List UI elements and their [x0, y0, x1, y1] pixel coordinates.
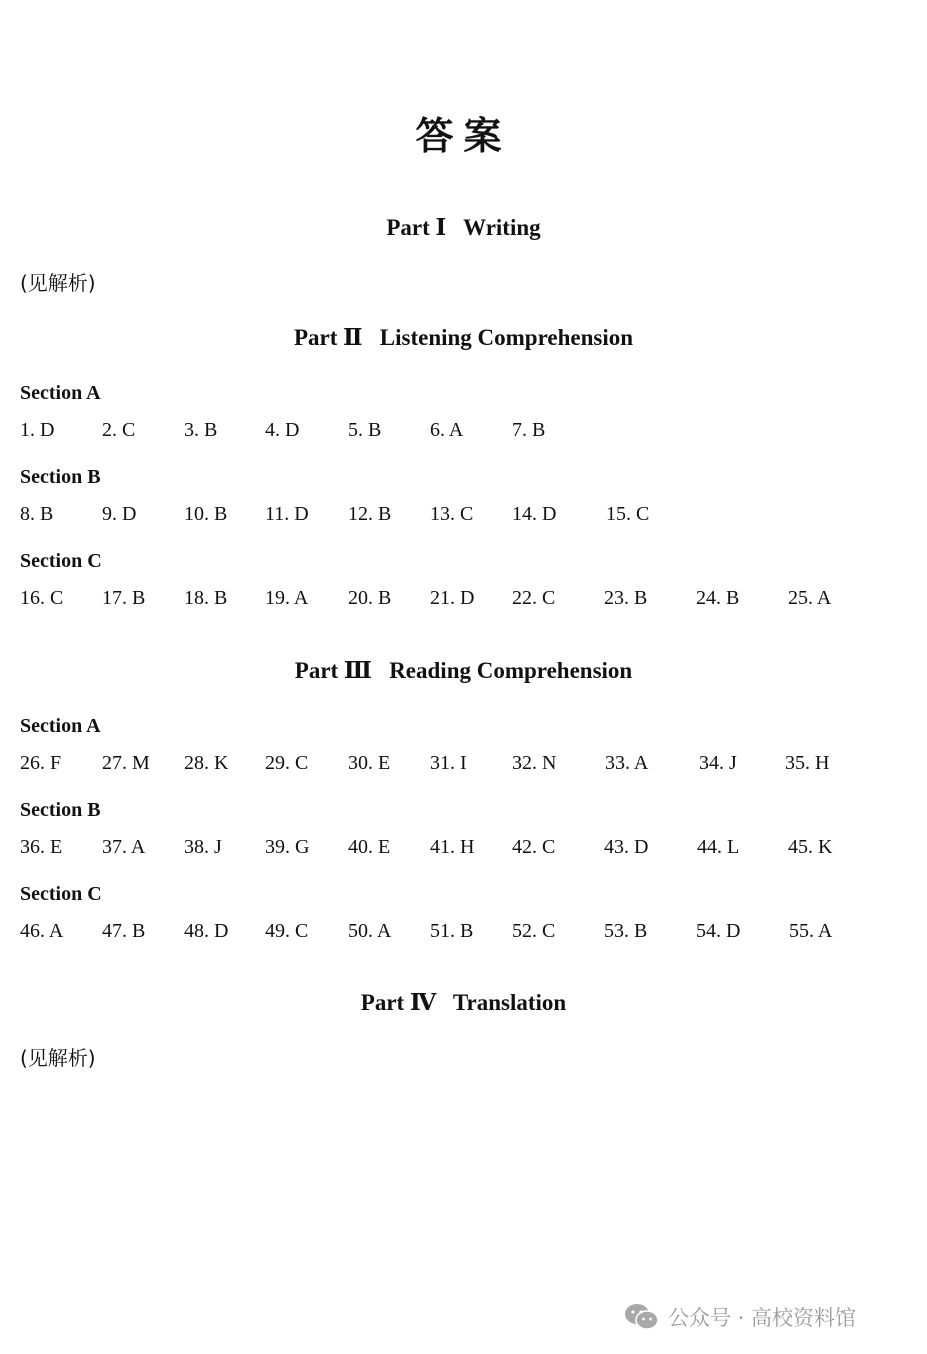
- answer-item: 49. C: [265, 920, 309, 942]
- answer-item: 30. E: [348, 752, 391, 774]
- answer-item: 35. H: [785, 752, 830, 774]
- answer-item: 54. D: [696, 920, 741, 942]
- answer-item: 21. D: [430, 587, 475, 609]
- answer-item: 47. B: [102, 920, 146, 942]
- answer-item: 6. A: [430, 419, 464, 441]
- answer-item: 42. C: [512, 836, 556, 858]
- answer-item: 24. B: [696, 587, 740, 609]
- answer-item: 13. C: [430, 503, 474, 525]
- answer-item: 3. B: [184, 419, 218, 441]
- answer-item: 7. B: [512, 419, 546, 441]
- answer-item: 19. A: [265, 587, 309, 609]
- answer-item: 14. D: [512, 503, 557, 525]
- answer-item: 40. E: [348, 836, 391, 858]
- answer-item: 43. D: [604, 836, 649, 858]
- answer-item: 26. F: [20, 752, 62, 774]
- answer-item: 51. B: [430, 920, 474, 942]
- part-1-heading: Part Ⅰ Writing: [386, 215, 541, 240]
- answer-item: 10. B: [184, 503, 228, 525]
- answer-item: 12. B: [348, 503, 392, 525]
- answer-item: 32. N: [512, 752, 557, 774]
- watermark-text: 公众号 · 高校资料馆: [668, 1306, 857, 1330]
- part-3-heading: Part Ⅲ Reading Comprehension: [294, 658, 633, 683]
- answer-item: 2. C: [102, 419, 136, 441]
- reading-section-b-label: Section B: [20, 799, 101, 821]
- answer-item: 52. C: [512, 920, 556, 942]
- answer-item: 5. B: [348, 419, 382, 441]
- answer-item: 48. D: [184, 920, 229, 942]
- reading-section-a-label: Section A: [20, 715, 101, 737]
- answer-item: 33. A: [605, 752, 649, 774]
- answer-item: 20. B: [348, 587, 392, 609]
- answer-item: 34. J: [699, 752, 737, 774]
- answer-item: 8. B: [20, 503, 54, 525]
- answer-item: 38. J: [184, 836, 222, 858]
- answer-item: 28. K: [184, 752, 229, 774]
- answer-item: 29. C: [265, 752, 309, 774]
- answer-item: 1. D: [20, 419, 55, 441]
- answer-item: 45. K: [788, 836, 833, 858]
- answer-item: 27. M: [102, 752, 150, 774]
- reading-section-c-label: Section C: [20, 883, 102, 905]
- answer-item: 46. A: [20, 920, 64, 942]
- answer-item: 11. D: [265, 503, 309, 525]
- part-4-heading: Part Ⅳ Translation: [360, 990, 567, 1015]
- answer-item: 25. A: [788, 587, 832, 609]
- answer-item: 37. A: [102, 836, 146, 858]
- answer-item: 44. L: [697, 836, 740, 858]
- answer-item: 41. H: [430, 836, 475, 858]
- answer-item: 9. D: [102, 503, 137, 525]
- part-2-heading: Part Ⅱ Listening Comprehension: [293, 325, 634, 350]
- answer-item: 17. B: [102, 587, 146, 609]
- wechat-icon: [624, 1303, 660, 1331]
- answer-item: 39. G: [265, 836, 310, 858]
- listening-section-c-label: Section C: [20, 550, 102, 572]
- part-4-note: (见解析): [20, 1046, 96, 1070]
- answer-item: 55. A: [789, 920, 833, 942]
- page-title: 答案: [415, 114, 512, 158]
- answer-item: 22. C: [512, 587, 556, 609]
- part-1-note: (见解析): [20, 271, 96, 295]
- answer-item: 50. A: [348, 920, 392, 942]
- answer-item: 4. D: [265, 419, 300, 441]
- listening-section-b-label: Section B: [20, 466, 101, 488]
- answer-item: 23. B: [604, 587, 648, 609]
- answer-item: 16. C: [20, 587, 64, 609]
- answer-item: 36. E: [20, 836, 63, 858]
- listening-section-a-label: Section A: [20, 382, 101, 404]
- answer-item: 53. B: [604, 920, 648, 942]
- answer-item: 31. I: [430, 752, 467, 774]
- answer-item: 15. C: [606, 503, 650, 525]
- watermark: [624, 1300, 856, 1334]
- answer-item: 18. B: [184, 587, 228, 609]
